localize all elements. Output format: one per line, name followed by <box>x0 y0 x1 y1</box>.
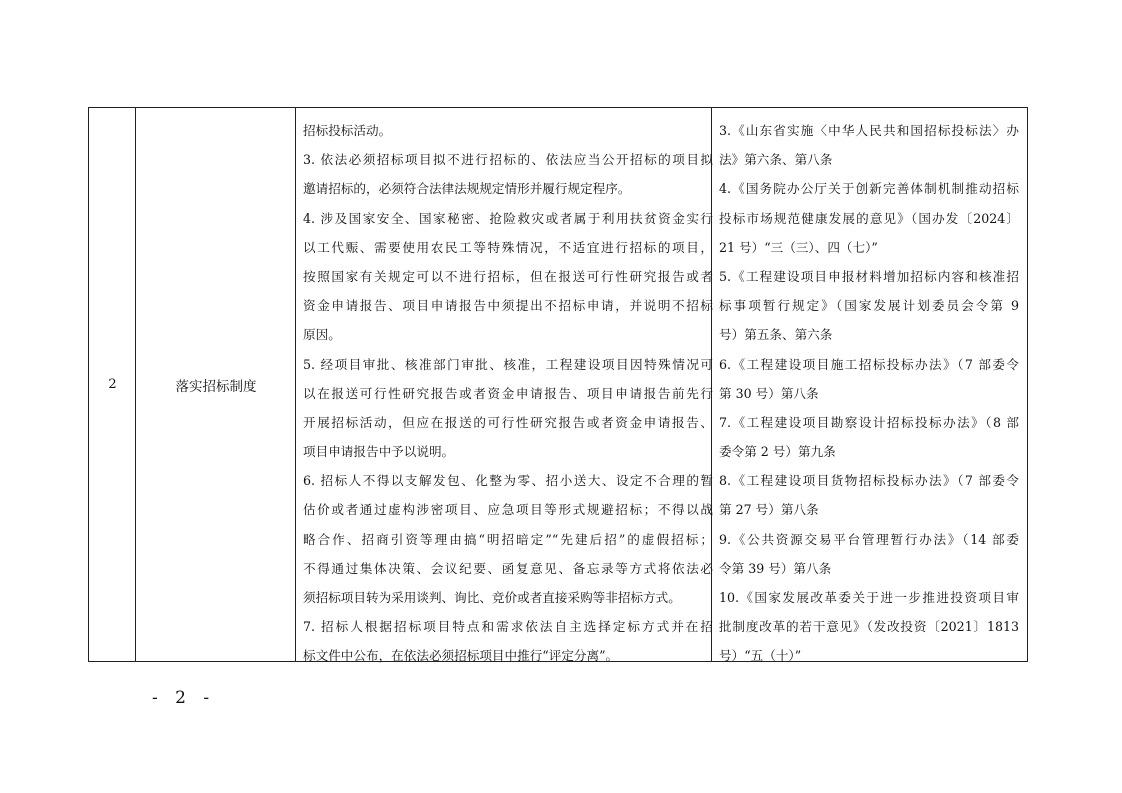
legal-basis-content <box>719 116 1019 671</box>
text-line: 按照国家有关规定可以不进行招标，但在报送可行性研究报告或者 <box>303 268 713 284</box>
text-line: 第 30 号）第八条 <box>719 385 819 401</box>
text-line: 投标市场规范健康发展的意见》（国办发〔2024〕 <box>719 210 1019 226</box>
text-line: 4.《国务院办公厅关于创新完善体制机制推动招标 <box>719 181 1019 197</box>
requirements-content <box>303 116 713 671</box>
text-line: 批制度改革的若干意见》（发改投资〔2021〕1813 <box>719 619 1019 635</box>
text-line: 以工代赈、需要使用农民工等特殊情况，不适宜进行招标的项目， <box>303 239 713 255</box>
text-line: 5. 经项目审批、核准部门审批、核准，工程建设项目因特殊情况可 <box>303 356 713 372</box>
text-line: 开展招标活动，但应在报送的可行性研究报告或者资金申请报告、 <box>303 414 713 430</box>
text-line: 以在报送可行性研究报告或者资金申请报告、项目申请报告前先行 <box>303 385 713 401</box>
text-line: 6. 招标人不得以支解发包、化整为零、招小送大、设定不合理的暂 <box>303 473 713 489</box>
text-line: 第 27 号）第八条 <box>719 502 819 518</box>
text-line: 须招标项目转为采用谈判、询比、竞价或者直接采购等非招标方式。 <box>303 590 681 605</box>
text-line: 21 号）“三（三）、四（七）” <box>719 239 878 255</box>
text-line: 号）第五条、第六条 <box>719 327 833 343</box>
text-line: 原因。 <box>303 327 341 343</box>
text-line: 邀请招标的，必须符合法律法规规定情形并履行规定程序。 <box>303 181 631 197</box>
text-line: 号）“五（十）” <box>719 648 802 664</box>
text-line: 5.《工程建设项目申报材料增加招标内容和核准招 <box>719 268 1019 284</box>
text-line: 委令第 2 号）第九条 <box>719 444 836 460</box>
text-line: 7. 招标人根据招标项目特点和需求依法自主选择定标方式并在招 <box>303 619 713 635</box>
text-line: 4. 涉及国家安全、国家秘密、抢险救灾或者属于利用扶贫资金实行 <box>303 210 713 226</box>
text-line: 不得通过集体决策、会议纪要、函复意见、备忘录等方式将依法必 <box>303 560 713 576</box>
text-line: 法》第六条、第八条 <box>719 152 833 168</box>
page-number: - 2 - <box>152 688 216 708</box>
text-line: 6.《工程建设项目施工招标投标办法》（7 部委令 <box>719 356 1019 372</box>
text-line: 估价或者通过虚构涉密项目、应急项目等形式规避招标；不得以战 <box>303 502 713 518</box>
text-line: 10.《国家发展改革委关于进一步推进投资项目审 <box>719 590 1019 605</box>
text-line: 标文件中公布，在依法必须招标项目中推行“评定分离”。 <box>303 648 619 664</box>
text-line: 9.《公共资源交易平台管理暂行办法》（14 部委 <box>719 531 1019 547</box>
text-line: 3. 依法必须招标项目拟不进行招标的、依法应当公开招标的项目拟 <box>303 152 713 168</box>
text-line: 8.《工程建设项目货物招标投标办法》（7 部委令 <box>719 473 1019 489</box>
text-line: 招标投标活动。 <box>303 123 392 138</box>
text-line: 略合作、招商引资等理由搞“明招暗定”“先建后招”的虚假招标； <box>303 531 713 547</box>
text-line: 3.《山东省实施〈中华人民共和国招标投标法〉办 <box>719 123 1019 138</box>
text-line: 令第 39 号）第八条 <box>719 560 832 576</box>
regulation-table <box>88 107 1028 662</box>
text-line: 项目申请报告中予以说明。 <box>303 444 455 460</box>
text-line: 7.《工程建设项目勘察设计招标投标办法》（8 部 <box>719 414 1019 430</box>
row-number: 2 <box>108 377 117 392</box>
text-line: 标事项暂行规定》（国家发展计划委员会令第 9 <box>719 298 1019 314</box>
text-line: 资金申请报告、项目申请报告中须提出不招标申请，并说明不招标 <box>303 298 713 314</box>
row-title: 落实招标制度 <box>175 378 257 395</box>
